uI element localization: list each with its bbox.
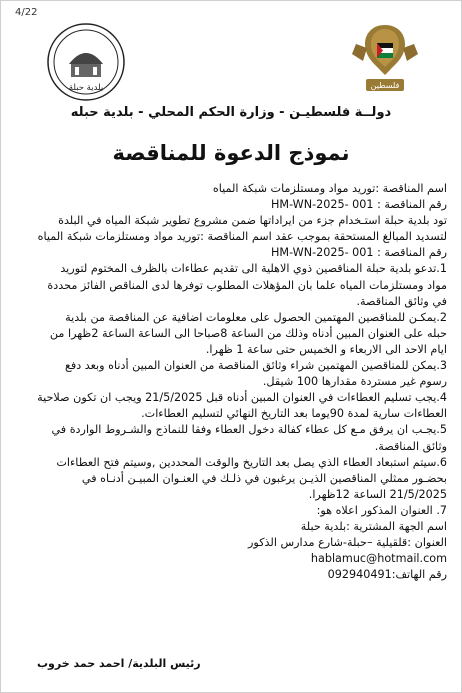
clause-7-heading: 7. العنوان المذكور اعلاه هو:	[316, 503, 447, 517]
signature-line: رئيس البلدية/ احمد حمد خروب	[37, 657, 201, 670]
phone-number: رقم الهاتف:092940491	[327, 568, 447, 582]
address-line: العنوان :قلقيلية –حبلة-شارع مدارس الذكور	[248, 536, 447, 550]
tender-body	[15, 181, 447, 583]
header-line: دولــة فلسطيـن - وزارة الحكم المحلي - بلدية حبله	[70, 105, 392, 120]
clause-6: 21/5/2025 الساعة 12ظهرا.	[308, 487, 447, 501]
clause-2: حبله على العنوان المبين أدناه وذلك من الساعة 8صباحا الى الساعة الساعة 2ظهرا من	[49, 326, 447, 340]
clause-2: ايام الاحد الى الاربعاء و الخميس حتى ساعة 1 ظهرا.	[205, 342, 447, 356]
page-number: 4/22	[15, 7, 38, 18]
tender-name-line: اسم المناقصة :توريد مواد ومستلزمات شبكة المياه	[212, 182, 447, 195]
clause-5: وثائق المناقصة.	[374, 439, 447, 453]
clause-3: 3.يمكن للمناقصين المهتمين شراء وثائق المناقصة من العنوان المبين أدناه وبعد دفع	[64, 359, 447, 373]
tender-number-line: رقم المناقصة : HM-WN-2025- 001	[271, 246, 447, 260]
clause-6: بحضـور ممثلي المناقصين الذيـن يرغبون في ذلـك في العنـوان المبيـن أدنـاه في	[81, 471, 447, 485]
clause-2: 2.يمكـن للمناقصين المهتمين الحصول على معلومات اضافية عن المناقصة من بلدية	[65, 310, 447, 324]
clause-4: 4.يجب تسليم العطاءات في العنوان المبين أدناه قبل 21/5/2025 ويجب ان تكون صلاحية	[37, 391, 447, 405]
clause-1: في وثائق المناقصة.	[356, 294, 447, 308]
clause-5: 5.يجـب ان يرفق مـع كل عطاء كفالة دخول العطاء وفقا للنماذج والشـروط الواردة في	[51, 423, 447, 437]
document-title: نموذج الدعوة للمناقصة	[112, 141, 350, 165]
palestine-emblem	[349, 17, 421, 103]
svg-text:فلسطين: فلسطين	[370, 81, 400, 90]
intro-line: لتسديد المبالغ المستحقة بموجب عقد اسم المناقصة :توريد مواد ومستلزمات شبكة المياه	[37, 230, 447, 244]
intro-line: تود بلدية حبلة استـخدام جزء من ايراداتها ضمن مشروع تطوير شبكة المياه في البلدة	[58, 214, 447, 228]
email-address: hablamuc@hotmail.com	[310, 552, 447, 566]
clause-3: رسوم غير مستردة مقدارها 100 شيقل.	[262, 375, 447, 389]
clause-4: العطاءات سارية لمدة 90يوما بعد التاريخ النهائي لتسليم العطاءات.	[141, 407, 447, 421]
svg-text:بلدية حبلة: بلدية حبلة	[68, 83, 104, 93]
tender-number-line: رقم المناقصة : HM-WN-2025- 001	[271, 198, 447, 212]
clause-6: 6.سيتم استبعاد العطاء الذي يصل بعد التاريخ والوقت المحددين ,وسيتم فتح العطاءات	[56, 455, 447, 469]
municipality-seal	[45, 21, 127, 103]
clause-1: 1.تدعو بلدية حبلة المناقصين ذوي الاهلية الى تقديم عطاءات بالظرف المختوم لتوريد	[60, 262, 447, 276]
buyer-name: اسم الجهة المشترية :بلدية حبلة	[300, 519, 447, 533]
clause-1: مواد ومستلزمات المياه علما بان المؤهلات المطلوب توفرها لدى المناقص الفائز محددة	[47, 278, 447, 292]
